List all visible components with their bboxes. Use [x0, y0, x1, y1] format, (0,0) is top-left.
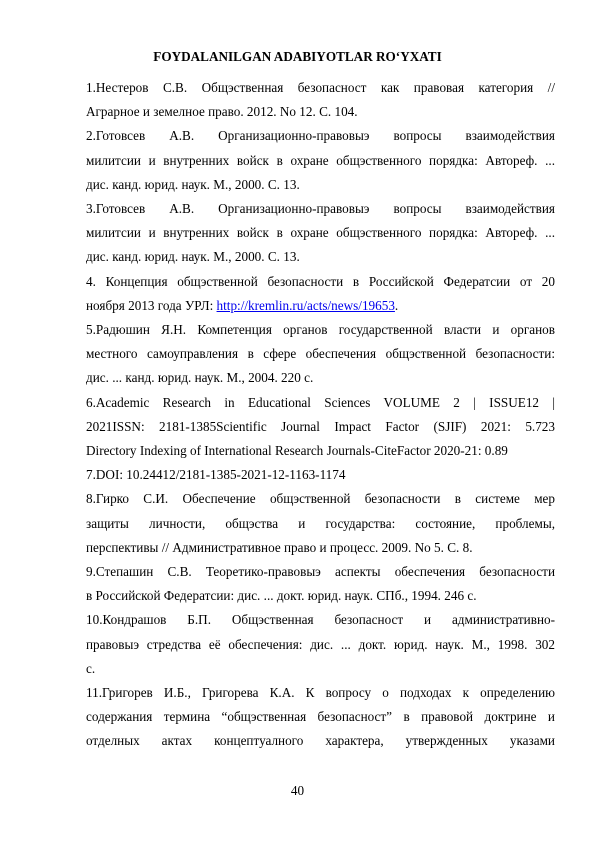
- kremlin-link[interactable]: http://kremlin.ru/acts/news/19653: [216, 297, 395, 313]
- reference-line: милитсии и внутренних войск в охране общэственного порядка: Автореф. ...: [86, 152, 555, 168]
- reference-line: дис. канд. юрид. наук. М., 2000. С. 13.: [86, 176, 300, 192]
- reference-line: местного самоуправления в сфере обеспечения общэственной безопасности:: [86, 346, 555, 362]
- reference-line: правовыэ стредства её обеспечения: дис. ... докт. юрид. наук. М., 1998. 302: [86, 636, 555, 652]
- reference-line: 7.DOI: 10.24412/2181-1385-2021-12-1163-1174: [86, 467, 346, 483]
- reference-line: 11.Григорев И.Б., Григорева К.А. К вопросу о подходах к определению: [86, 685, 555, 701]
- reference-item-10: [86, 608, 555, 681]
- reference-line: Аграрное и земелное право. 2012. No 12. С. 104.: [86, 104, 358, 120]
- reference-item-6: [86, 391, 555, 464]
- reference-item-4: [86, 270, 555, 318]
- reference-item-11: [86, 681, 555, 754]
- reference-line: 9.Степашин С.В. Теоретико-правовыэ аспекты обеспечения безопасности: [86, 564, 555, 580]
- reference-item-1: [86, 76, 555, 124]
- reference-line: 6.Academic Research in Educational Sciences VOLUME 2 | ISSUE12 |: [86, 394, 555, 410]
- reference-item-5: [86, 318, 555, 391]
- reference-line: Directory Indexing of International Research Journals-CiteFactor 2020-21: 0.89: [86, 443, 508, 459]
- reference-line: 5.Радюшин Я.Н. Компетенция органов государственной власти и органов: [86, 322, 555, 338]
- reference-line: перспективы // Административное право и процесс. 2009. No 5. С. 8.: [86, 539, 473, 555]
- reference-line: защиты личности, общэства и государства: состояние, проблемы,: [86, 515, 555, 531]
- reference-line: [86, 294, 555, 318]
- reference-text: ноября 2013 года УРЛ:: [86, 297, 217, 313]
- reference-line: 3.Готовсев А.В. Организационно-правовыэ вопросы взаимодействия: [86, 201, 555, 217]
- reference-line: дис. канд. юрид. наук. М., 2000. С. 13.: [86, 249, 300, 265]
- reference-line: милитсии и внутренних войск в охране общэственного порядка: Автореф. ...: [86, 225, 555, 241]
- reference-item-9: [86, 560, 555, 608]
- references-list: [86, 76, 555, 754]
- reference-line: 4. Концепция общэственной безопасности в Российской Федератсии от 20: [86, 273, 555, 289]
- reference-line: в Российской Федератсии: дис. ... докт. юрид. наук. СПб., 1994. 246 с.: [86, 588, 477, 604]
- reference-item-3: [86, 197, 555, 270]
- reference-text: .: [394, 297, 399, 313]
- reference-item-7: [86, 463, 555, 487]
- reference-line: отделных актах концептуалного характера, утвержденных указами: [86, 733, 555, 749]
- reference-line: содержания термина “общэственная безопасност” в правовой доктрине и: [86, 709, 555, 725]
- reference-line: 2.Готовсев А.В. Организационно-правовыэ вопросы взаимодействия: [86, 128, 555, 144]
- reference-line: 8.Гирко С.И. Обеспечение общэственной безопасности в системе мер: [86, 491, 555, 507]
- reference-line: 1.Нестеров С.В. Общэственная безопасност как правовая категория //: [86, 80, 555, 95]
- references-heading: FOYDALANILGAN ADABIYOTLAR RO‘YXATI: [153, 49, 442, 64]
- reference-line: дис. ... канд. юрид. наук. М., 2004. 220 с.: [86, 370, 314, 386]
- reference-line: с.: [86, 660, 96, 676]
- page-number: 40: [290, 783, 305, 798]
- reference-item-2: [86, 124, 555, 197]
- reference-item-8: [86, 487, 555, 560]
- reference-line: 10.Кондрашов Б.П. Общэственная безопасност и административно-: [86, 612, 555, 628]
- reference-line: 2021ISSN: 2181-1385Scientific Journal Impact Factor (SJIF) 2021: 5.723: [86, 418, 555, 434]
